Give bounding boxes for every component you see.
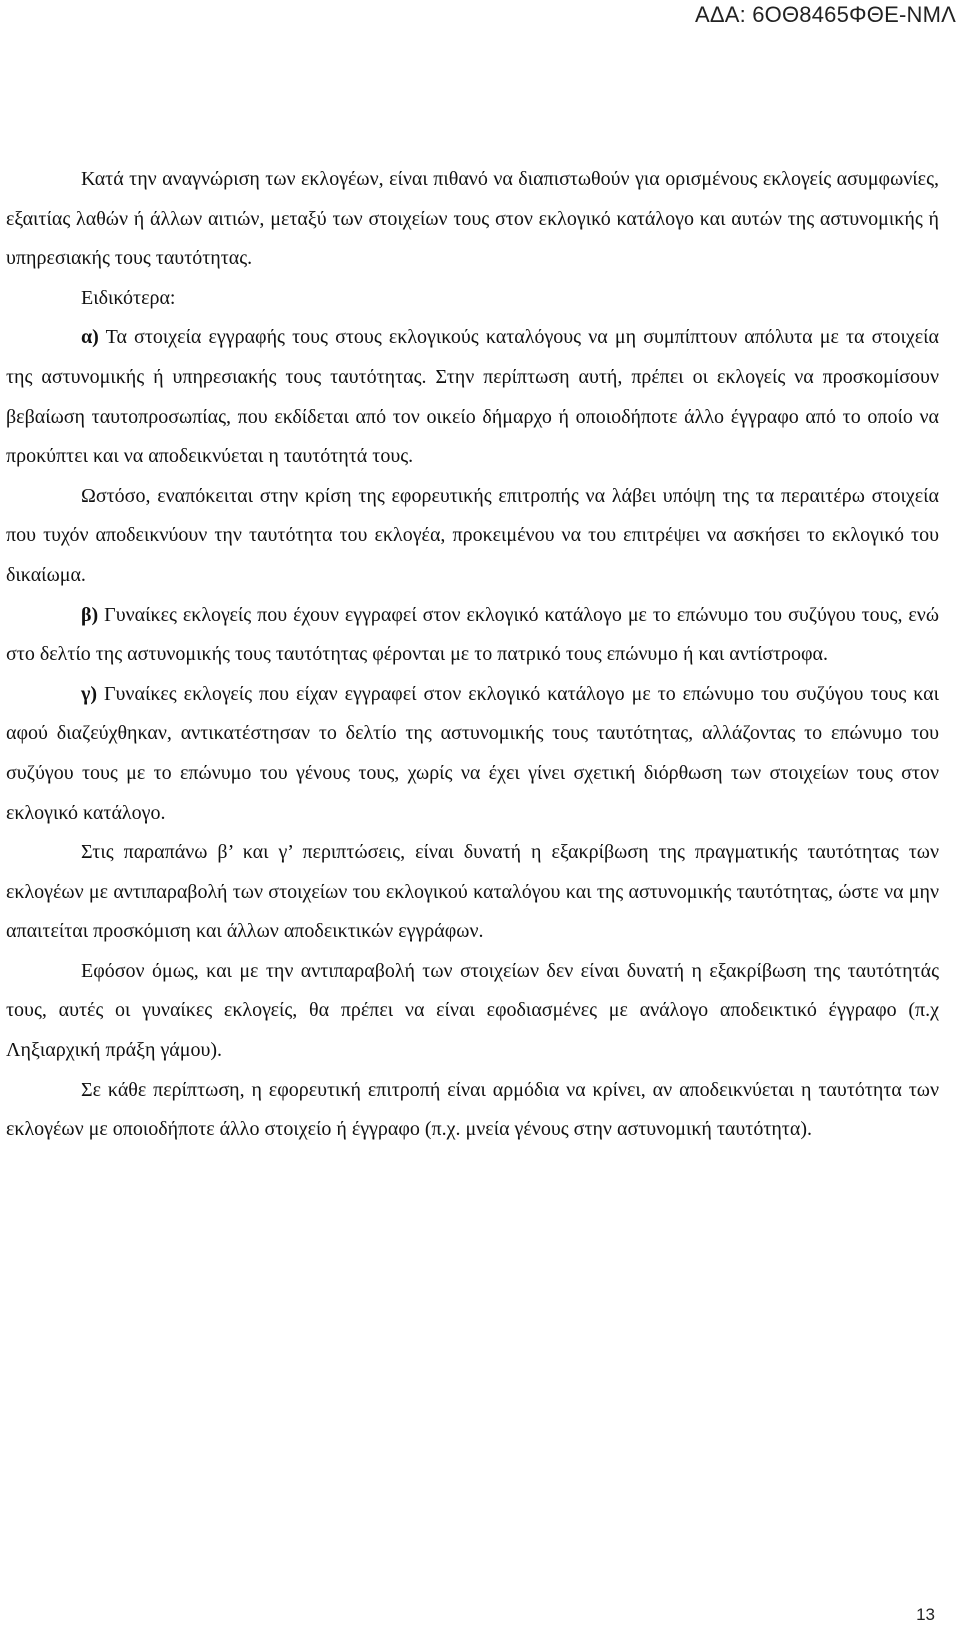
paragraph-text: Ειδικότερα:: [81, 286, 176, 309]
paragraph-text: Γυναίκες εκλογείς που έχουν εγγραφεί στον εκλογικό κατάλογο με το επώνυμο του συζύγου τους, ενώ στο δελτίο της αστυνομικής τους ταυτότητας φέρονται με το πατρικό τους επώνυμο ή και αντίστροφα.: [6, 603, 939, 666]
case-c-marker: γ): [81, 682, 98, 705]
paragraph-text: Σε κάθε περίπτωση, η εφορευτική επιτροπή είναι αρμόδια να κρίνει, αν αποδεικνύεται η ταυτότητα των εκλογέων με οποιοδήποτε άλλο στοιχείο ή έγγραφο (π.χ. μνεία γένους στην αστυνομική ταυτότητα).: [6, 1078, 939, 1141]
ada-code-header: ΑΔΑ: 6ΟΘ8465ΦΘΕ-ΝΜΛ: [694, 2, 956, 27]
case-b-marker: β): [81, 603, 99, 626]
paragraph-text: Ωστόσο, εναπόκειται στην κρίση της εφορευτικής επιτροπής να λάβει υπόψη της τα περαιτέρω στοιχεία που τυχόν αποδεικνύουν την ταυτότητα του εκλογέα, προκειμένου να του επιτρέψει να ασκήσει το εκλογικό του δικαίωμα.: [6, 484, 939, 586]
paragraph-case-c: [6, 675, 939, 833]
paragraph-text: Κατά την αναγνώριση των εκλογέων, είναι πιθανό να διαπιστωθούν για ορισμένους εκλογείς ασυμφωνίες, εξαιτίας λαθών ή άλλων αιτιών, μεταξύ των στοιχείων τους στον εκλογικό κατάλογο και αυτών της αστυνομικής ή υπηρεσιακής τους ταυτότητας.: [6, 168, 939, 270]
paragraph-text: Στις παραπάνω β’ και γ’ περιπτώσεις, είναι δυνατή η εξακρίβωση της πραγματικής ταυτότητας των εκλογέων με αντιπαραβολή των στοιχείων του εκλογικού καταλόγου και της αστυνομικής ταυτότητας, ώστε να μην απαιτείται προσκόμιση και άλλων αποδεικτικών εγγράφων.: [6, 841, 939, 943]
case-a-marker: α): [81, 326, 99, 349]
paragraph-if-not-possible: [6, 952, 939, 1071]
paragraph-however: [6, 477, 939, 596]
paragraph-specifically: [6, 279, 939, 319]
page-number: 13: [916, 1605, 935, 1624]
paragraph-in-any-case: [6, 1071, 939, 1150]
paragraph-case-a: [6, 318, 939, 476]
paragraph-cases-b-c: [6, 833, 939, 952]
paragraph-text: Εφόσον όμως, και με την αντιπαραβολή των στοιχείων δεν είναι δυνατή η εξακρίβωση της ταυτότητάς τους, αυτές οι γυναίκες εκλογείς, θα πρέπει να είναι εφοδιασμένες με ανάλογο αποδεικτικό έγγραφο (π.χ Ληξιαρχική πράξη γάμου).: [6, 959, 939, 1062]
paragraph-text: Γυναίκες εκλογείς που είχαν εγγραφεί στον εκλογικό κατάλογο με το επώνυμο του συζύγου τους και αφού διαζεύχθηκαν, αντικατέστησαν το δελτίο της αστυνομικής τους ταυτότητας, αλλάζοντας το επώνυμο του συζύγου τους με το επώνυμο του γένους τους, χωρίς να έχει γίνει σχετική διόρθωση των στοιχείων τους στον εκλογικό κατάλογο.: [6, 682, 939, 824]
paragraph-intro: [6, 160, 939, 279]
document-body: [6, 160, 939, 1150]
paragraph-case-b: [6, 596, 939, 675]
paragraph-text: Τα στοιχεία εγγραφής τους στους εκλογικούς καταλόγους να μη συμπίπτουν απόλυτα με τα στοιχεία της αστυνομικής ή υπηρεσιακής τους ταυτότητας. Στην περίπτωση αυτή, πρέπει οι εκλογείς να προσκομίσουν βεβαίωση ταυτοπροσωπίας, που εκδίδεται από τον οικείο δήμαρχο ή οποιοδήποτε άλλο έγγραφο από το οποίο να προκύπτει και να αποδεικνύεται η ταυτότητά τους.: [6, 326, 939, 468]
